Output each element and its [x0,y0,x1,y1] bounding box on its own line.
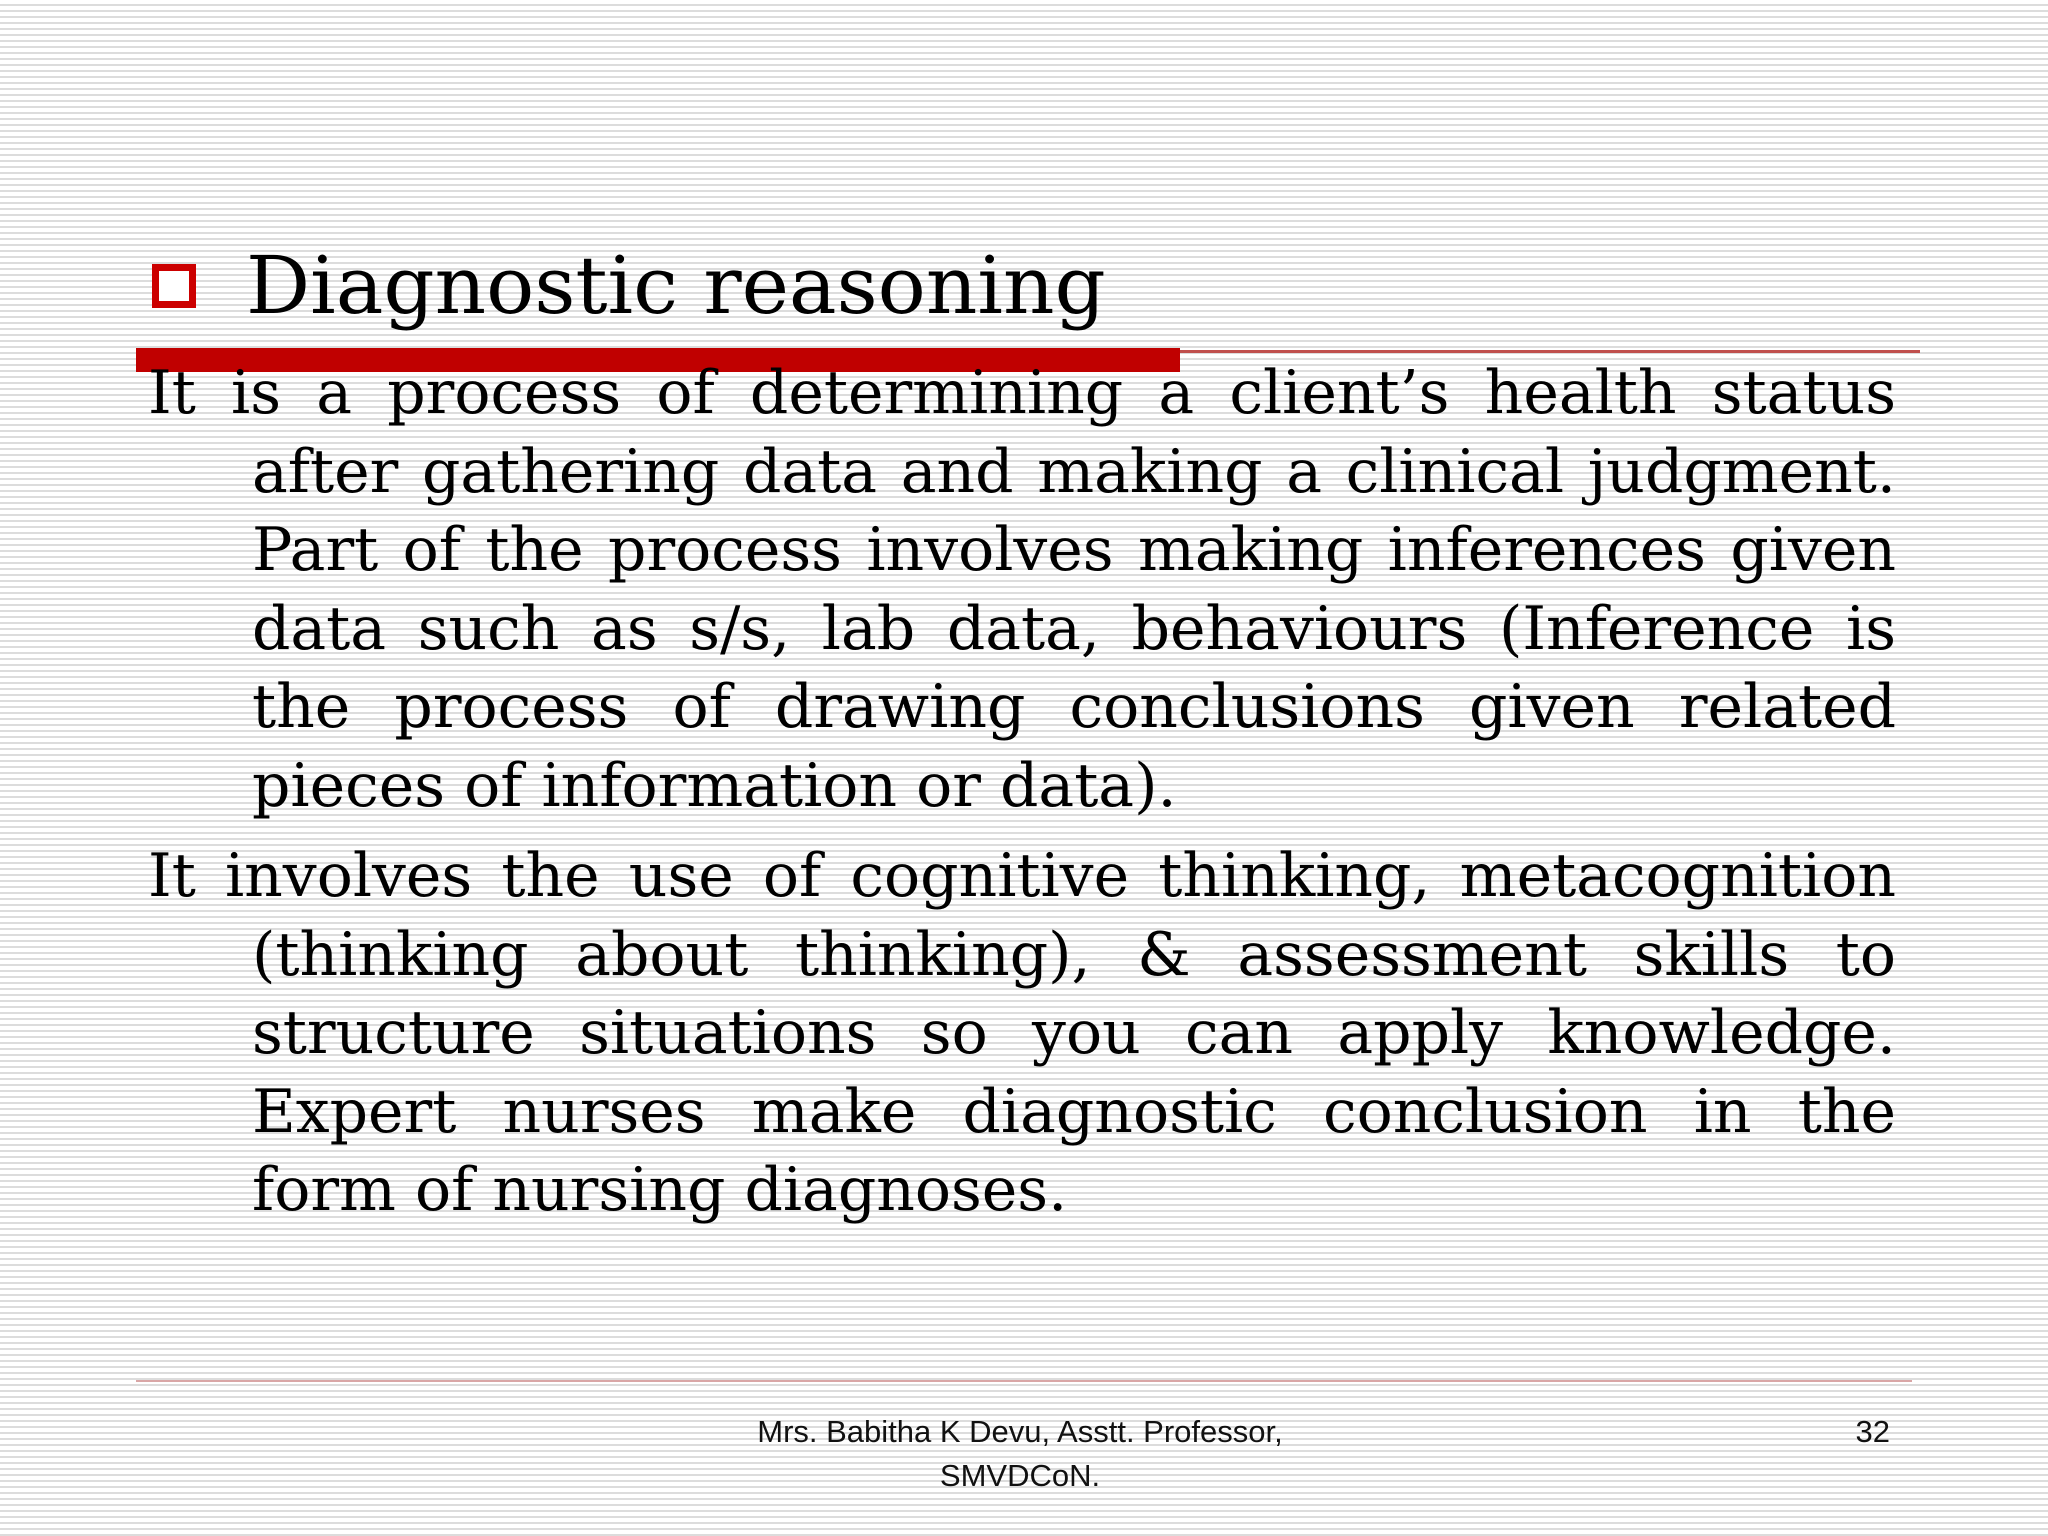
title-row [152,236,1106,336]
body-paragraph: It is a process of determining a client’s health status after gathering data and making a clinical judgment. Part of the process involves making inferences given data such as s/s, lab data, behaviours (Inference is the process of drawing conclusions given related pieces of information or data). [148,358,1896,821]
footer-author-line: Mrs. Babitha K Devu, Asstt. Professor, [757,1414,1283,1449]
footer-institution-line: SMVDCoN. [939,1458,1101,1493]
title-divider-line [1180,350,1920,353]
page-number: 32 [1855,1414,1890,1449]
square-bullet-icon [152,264,196,308]
footer-divider-line [136,1380,1912,1382]
footer-author [660,1410,1380,1498]
slide-title: Diagnostic reasoning [246,239,1106,332]
slide-body [148,354,1896,1230]
body-paragraph: It involves the use of cognitive thinking, metacognition (thinking about thinking), & assessment skills to structure situations so you can apply knowledge. Expert nurses make diagnostic conclusion in the form of nursing diagnoses. [148,841,1896,1225]
